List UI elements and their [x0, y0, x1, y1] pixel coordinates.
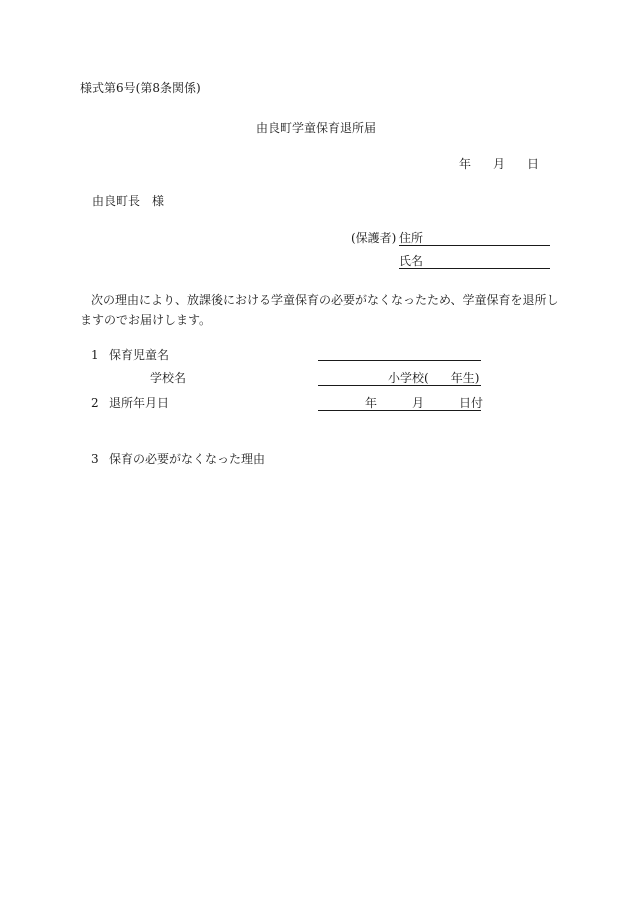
document-title: 由良町学童保育退所届 — [256, 121, 377, 135]
item-1-label: 保育児童名 — [109, 348, 170, 362]
item-3-label: 保育の必要がなくなった理由 — [109, 452, 266, 466]
school-name-label: 学校名 — [150, 371, 187, 385]
date-year-label: 年 — [459, 157, 472, 171]
date-day-label: 日 — [527, 157, 540, 171]
guardian-name-field — [399, 254, 550, 269]
item-2-label: 退所年月日 — [109, 396, 170, 410]
school-suffix: 小学校( — [388, 371, 429, 385]
body-text-line-1: 次の理由により、放課後における学童保育の必要がなくなったため、学童保育を退所し — [91, 293, 559, 307]
item-3-number: 3 — [91, 452, 99, 466]
guardian-address-label: 住所 — [399, 231, 424, 245]
form-number: 様式第6号(第8条関係) — [80, 81, 201, 95]
exit-month-label: 月 — [412, 396, 425, 410]
guardian-name-label: 氏名 — [399, 254, 424, 268]
exit-day-label: 日付 — [459, 396, 484, 410]
date-line — [459, 157, 539, 171]
date-month-label: 月 — [493, 157, 506, 171]
guardian-address-field — [399, 231, 550, 246]
item-2-number: 2 — [91, 396, 99, 410]
guardian-prefix: (保護者) — [351, 231, 397, 245]
exit-date-field — [318, 396, 484, 411]
addressee: 由良町長 様 — [92, 194, 165, 208]
child-name-field — [318, 346, 481, 361]
grade-suffix: 年生) — [450, 371, 480, 385]
exit-year-label: 年 — [365, 396, 378, 410]
school-grade-field — [318, 371, 481, 386]
body-text-line-2: ますのでお届けします。 — [80, 313, 212, 327]
item-1-number: 1 — [91, 348, 99, 362]
